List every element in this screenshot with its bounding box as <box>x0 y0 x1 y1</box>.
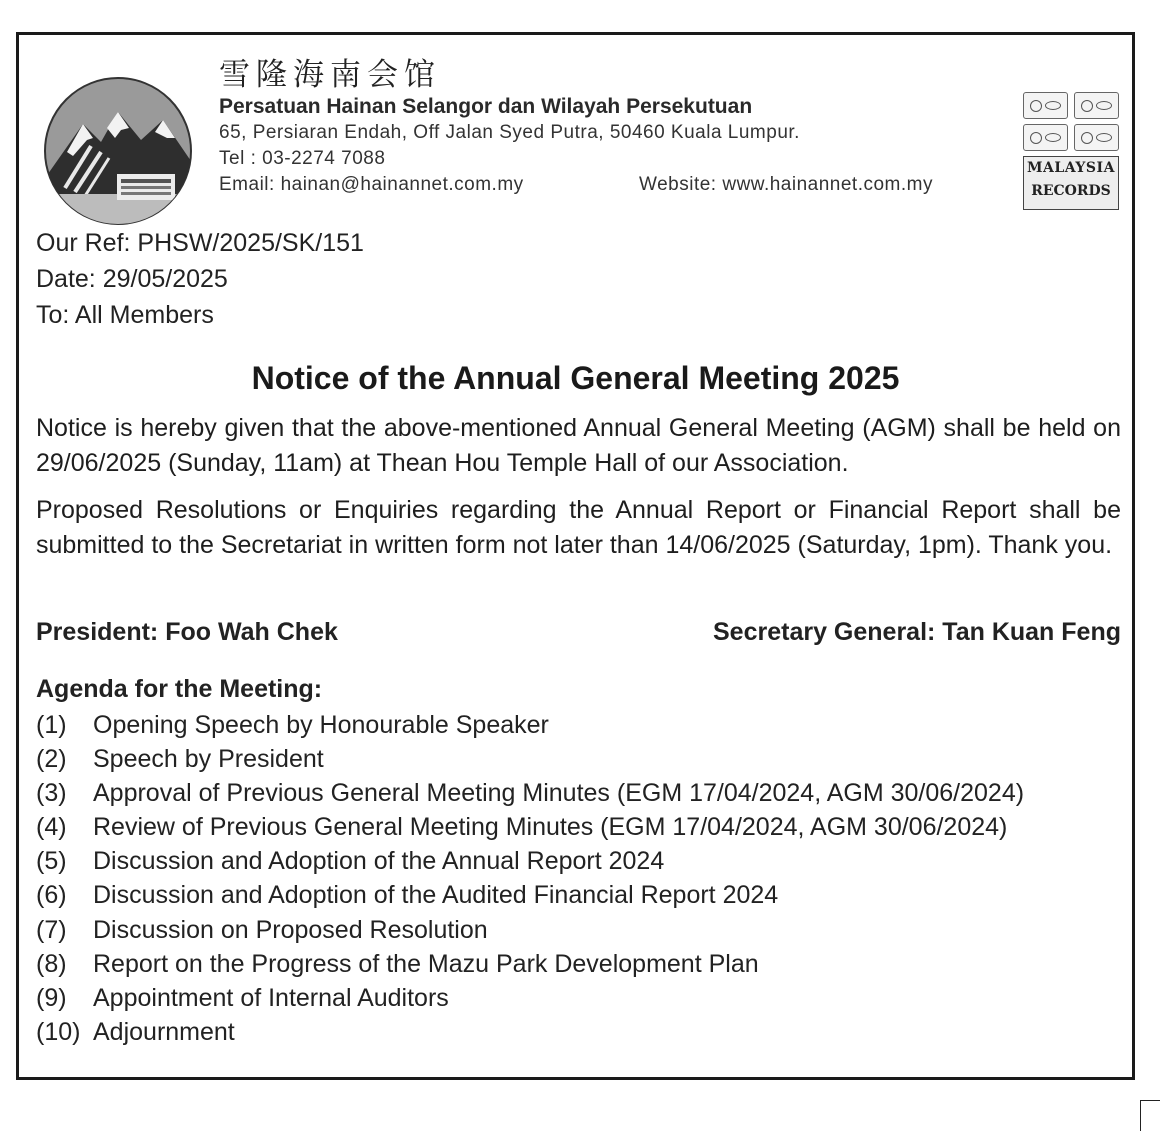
recipients: To: All Members <box>36 301 214 329</box>
secretary-signatory: Secretary General: Tan Kuan Feng <box>713 618 1121 646</box>
certification-badge <box>1023 92 1068 119</box>
agenda-title: Agenda for the Meeting: <box>36 675 323 703</box>
notice-date: Date: 29/05/2025 <box>36 265 228 293</box>
certification-badges <box>1023 92 1119 210</box>
agenda-item: (3) Approval of Previous General Meeting Minutes (EGM 17/04/2024, AGM 30/06/2024) <box>36 779 1025 808</box>
malaysia-records-logo: MALAYSIA RECORDS <box>1023 156 1119 210</box>
agenda-item: (10) Adjournment <box>36 1017 235 1046</box>
reference-number: Our Ref: PHSW/2025/SK/151 <box>36 229 364 257</box>
notice-paragraph-2: Proposed Resolutions or Enquiries regarding the Annual Report or Financial Report shall be submitted to the Secretariat in written form not later than 14/06/2025 (Saturday, 1pm). Thank you. <box>36 496 1121 559</box>
certification-badge <box>1074 92 1119 119</box>
agenda-item: (9) Appointment of Internal Auditors <box>36 983 449 1012</box>
agenda-item: (4) Review of Previous General Meeting Minutes (EGM 17/04/2024, AGM 30/06/2024) <box>36 813 1008 842</box>
agenda-item: (2) Speech by President <box>36 745 324 774</box>
agenda-item: (5) Discussion and Adoption of the Annual Report 2024 <box>36 847 665 876</box>
address: 65, Persiaran Endah, Off Jalan Syed Putra, 50460 Kuala Lumpur. <box>219 122 800 143</box>
notice-frame <box>16 32 1135 1080</box>
agenda-item: (6) Discussion and Adoption of the Audited Financial Report 2024 <box>36 881 779 910</box>
certification-badge <box>1074 124 1119 151</box>
notice-paragraph-1: Notice is hereby given that the above-mentioned Annual General Meeting (AGM) shall be held on 29/06/2025 (Sunday, 11am) at Thean Hou Temple Hall of our Association. <box>36 414 1121 477</box>
agenda-item: (1) Opening Speech by Honourable Speaker <box>36 711 549 739</box>
agenda-item: (7) Discussion on Proposed Resolution <box>36 915 488 944</box>
email: Email: hainan@hainannet.com.my <box>219 174 524 195</box>
crop-corner-mark <box>1140 1100 1160 1131</box>
telephone: Tel : 03-2274 7088 <box>219 148 386 169</box>
agenda-item: (8) Report on the Progress of the Mazu Park Development Plan <box>36 949 759 978</box>
association-logo <box>43 76 193 226</box>
contact-row <box>219 172 1019 198</box>
president-signatory: President: Foo Wah Chek <box>36 618 338 646</box>
notice-title: Notice of the Annual General Meeting 2025 <box>251 360 900 396</box>
website: Website: www.hainannet.com.my <box>639 174 933 195</box>
agenda-list <box>36 708 1116 1049</box>
org-name: Persatuan Hainan Selangor dan Wilayah Persekutuan <box>219 95 753 118</box>
chinese-name: 雪隆海南会馆 <box>219 57 441 93</box>
certification-badge <box>1023 124 1068 151</box>
letterhead <box>219 57 1019 198</box>
